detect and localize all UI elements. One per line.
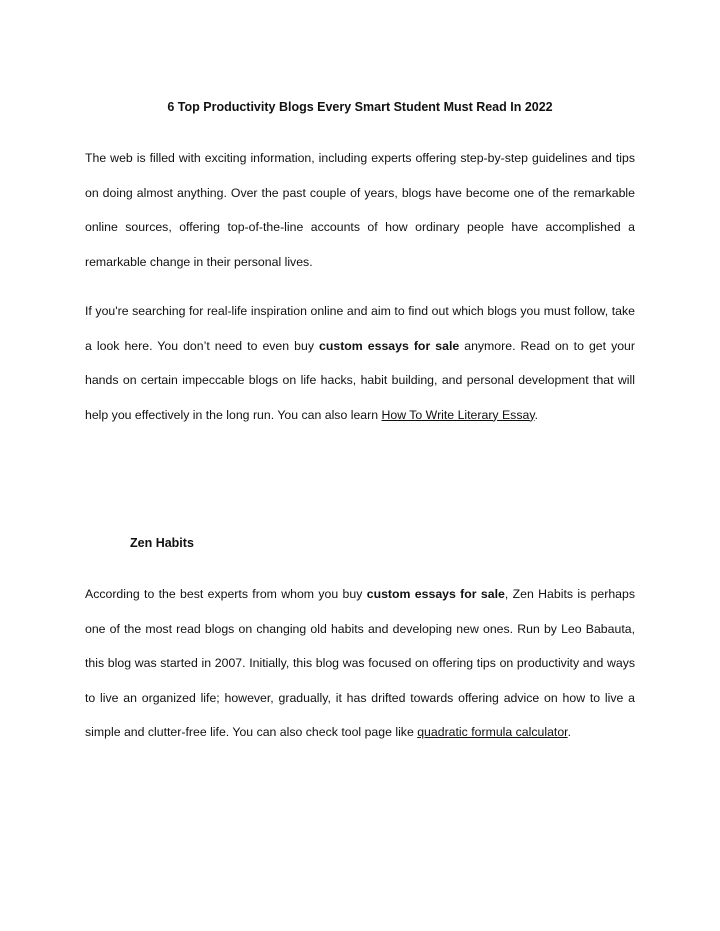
paragraph-text: According to the best experts from whom you buy <box>85 587 367 601</box>
paragraph-text: anymore. Read on to get your hands on certain impeccable blogs on life hacks, habit building, and personal development that will help you effectively in the long run. You can also learn <box>85 338 635 422</box>
literary-essay-link[interactable]: How To Write Literary Essay <box>381 407 535 422</box>
quadratic-calculator-link[interactable]: quadratic formula calculator <box>417 725 568 739</box>
bold-phrase: custom essays for sale <box>366 587 505 601</box>
document-title: 6 Top Productivity Blogs Every Smart Student Must Read In 2022 <box>167 100 553 114</box>
paragraph-text: . <box>534 407 538 422</box>
paragraph-text: If you're searching for real-life inspiration online and aim to find out which blogs you must follow, take a look here. You don’t need to even buy <box>85 304 635 353</box>
second-paragraph <box>85 294 635 432</box>
paragraph-text: , Zen Habits is perhaps one of the most read blogs on changing old habits and developing new ones. Run by Leo Babauta, this blog was started in 2007. Initially, this blog was focused on offering tips on productivity and ways to live an organized life; however, gradually, it has drifted towards offering advice on how to live a simple and clutter-free life. You can also check tool page like <box>85 587 636 739</box>
paragraph-text: . <box>567 725 572 739</box>
intro-paragraph: The web is filled with exciting information, including experts offering step-by-step guidelines and tips on doing almost anything. Over the past couple of years, blogs have become one of the remarkable online sources, offering top-of-the-line accounts of how ordinary people have accomplished a remarkable change in their personal lives. <box>85 151 635 269</box>
bold-phrase: custom essays for sale <box>319 338 460 353</box>
section-heading: Zen Habits <box>130 536 194 550</box>
zen-habits-paragraph <box>85 577 635 750</box>
